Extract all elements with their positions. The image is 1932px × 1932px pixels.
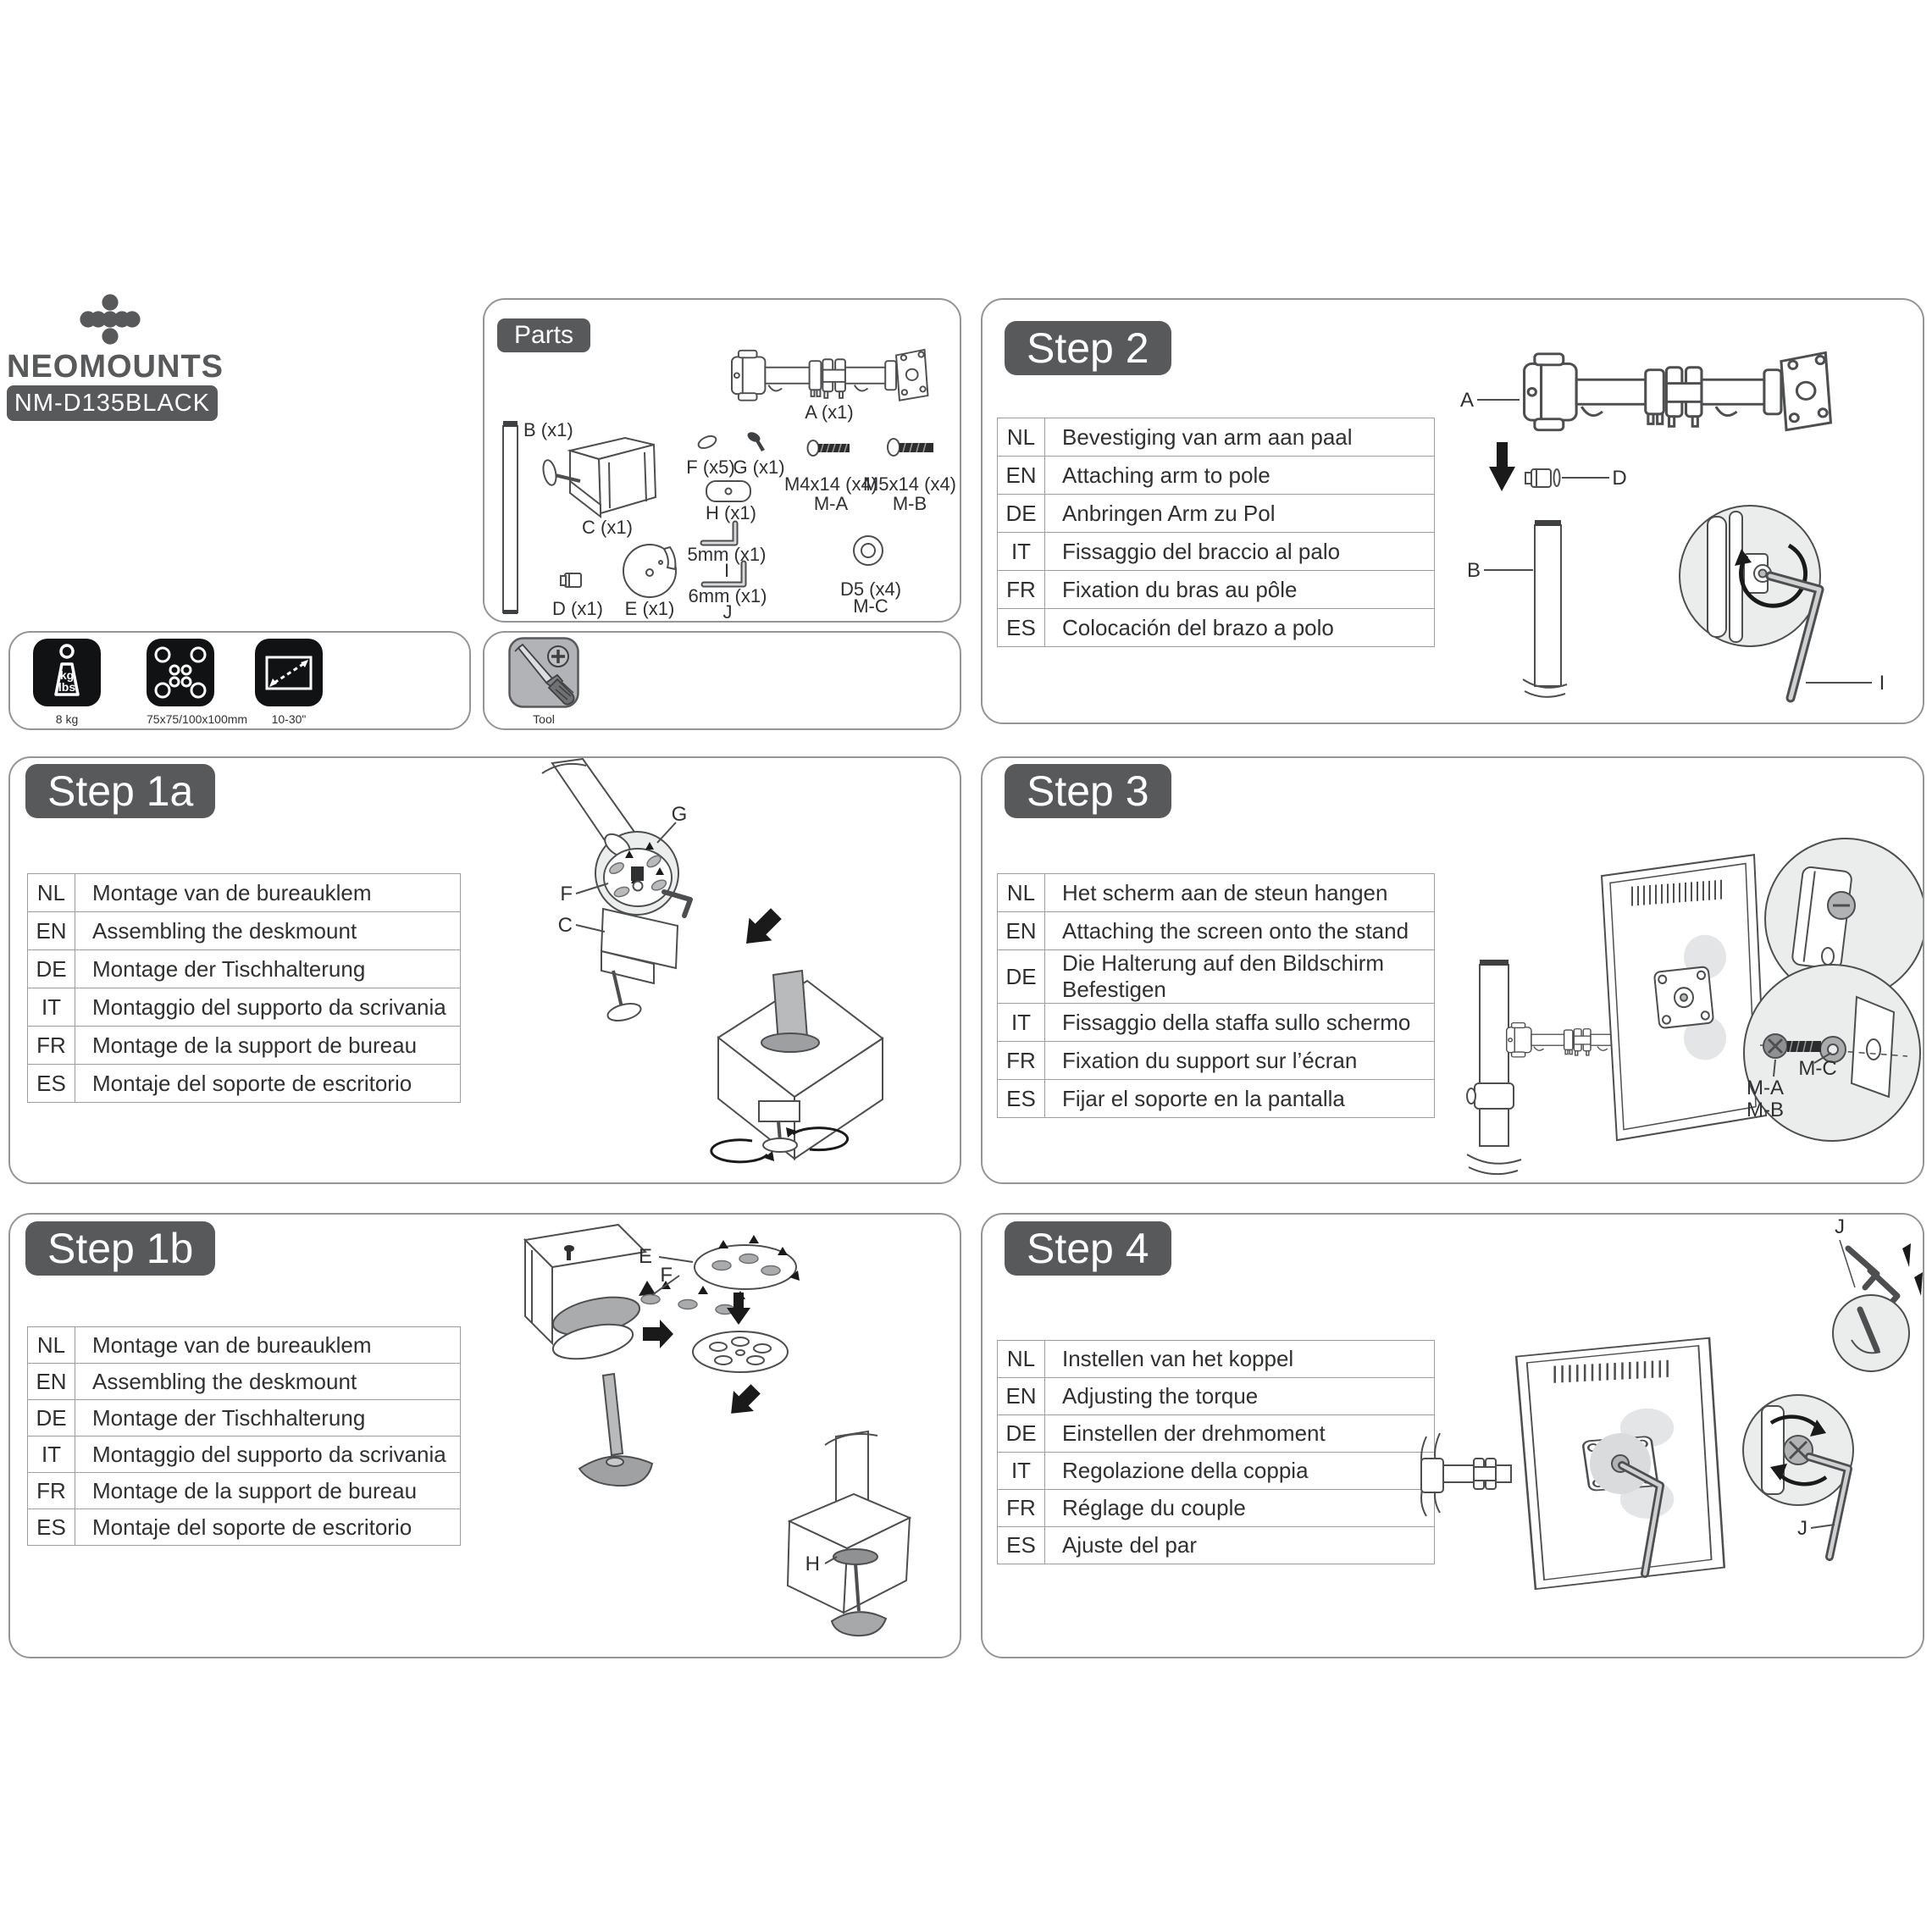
lang-text: Einstellen der drehmoment [1045, 1415, 1435, 1453]
lang-text: Fijar el soporte en la pantalla [1045, 1080, 1435, 1118]
part-label-ma: M-A [813, 493, 849, 514]
vesa-pattern-icon [147, 639, 214, 706]
lang-text: Fixation du bras au pôle [1045, 571, 1435, 609]
part-label-d: D (x1) [552, 598, 603, 619]
lang-code: EN [998, 457, 1045, 495]
lang-text: Montaggio del supporto da scrivania [75, 1437, 461, 1473]
clamp-drawing [525, 1225, 656, 1365]
model-badge: NM-D135BLACK [7, 385, 218, 421]
hex-key-icon [664, 892, 690, 916]
brand-name: NEOMOUNTS [7, 349, 224, 385]
down-arrow-icon [1489, 442, 1515, 491]
screen-size-label: 10-30" [271, 712, 307, 726]
lang-code: NL [28, 874, 75, 912]
lang-text: Montage der Tischhalterung [75, 950, 461, 988]
step1a-illustration [10, 758, 961, 1184]
lang-text: Montage van de bureauklem [75, 1327, 461, 1364]
lang-text: Montage de la support de bureau [75, 1473, 461, 1509]
weight-label: 8 kg [55, 712, 79, 726]
lang-code: NL [998, 1341, 1045, 1378]
lang-code: FR [28, 1027, 75, 1065]
screwdriver-icon [508, 637, 579, 708]
lang-text: Réglage du couple [1045, 1490, 1435, 1527]
right-arrow-icon [643, 1320, 673, 1348]
step3-panel [981, 756, 1924, 1184]
part-label-h: H (x1) [706, 502, 756, 523]
callout-label-i: I [1879, 672, 1885, 695]
screw-mb-drawing [888, 439, 933, 456]
step4-illustration [983, 1215, 1924, 1641]
part-c-drawing [541, 438, 656, 517]
grommet-plates-drawing [638, 1235, 800, 1372]
callout-label-j-side: J [1797, 1517, 1807, 1540]
hex-key-5mm-icon [703, 523, 735, 543]
lang-code: IT [28, 1437, 75, 1473]
callout-label-b: B [1466, 559, 1481, 582]
vesa-label: 75x75/100x100mm [147, 712, 248, 726]
part-label-f: F (x5) [686, 457, 735, 478]
callout-label-h: H [805, 1553, 820, 1575]
callout-label-j-top: J [1835, 1215, 1845, 1238]
lang-code: ES [28, 1509, 75, 1546]
lang-code: EN [28, 912, 75, 950]
lang-code: FR [998, 1490, 1045, 1527]
step2-title-badge: Step 2 [1005, 321, 1171, 375]
specs-panel [8, 631, 471, 730]
parts-title-badge: Parts [497, 318, 590, 352]
step1a-panel [8, 756, 961, 1184]
part-label-g: G (x1) [733, 457, 785, 478]
lang-text: Montaggio del supporto da scrivania [75, 988, 461, 1027]
step1b-panel [8, 1213, 961, 1658]
callout-label-e: E [638, 1245, 652, 1268]
lang-text: Assembling the deskmount [75, 1364, 461, 1400]
lang-code: IT [998, 533, 1045, 571]
lang-text: Montaje del soporte de escritorio [75, 1509, 461, 1546]
lang-text: Fixation du support sur l’écran [1045, 1042, 1435, 1080]
lang-code: IT [998, 1453, 1045, 1490]
lang-code: IT [998, 1004, 1045, 1042]
lang-text: Fissaggio del braccio al palo [1045, 533, 1435, 571]
lang-code: DE [28, 950, 75, 988]
lang-text: Ajuste del par [1045, 1527, 1435, 1564]
callout-label-f: F [660, 1264, 673, 1287]
callout-label-f: F [560, 883, 573, 905]
part-h-drawing [706, 481, 750, 501]
step1b-title-badge: Step 1b [25, 1221, 215, 1276]
part-label-c: C (x1) [582, 517, 633, 538]
parts-panel [483, 298, 961, 623]
lang-code: NL [28, 1327, 75, 1364]
step1b-illustration [10, 1215, 961, 1642]
tool-label: Tool [533, 712, 555, 726]
lang-text: Instellen van het koppel [1045, 1341, 1435, 1378]
lang-text: Fissaggio della staffa sullo schermo [1045, 1004, 1435, 1042]
lang-code: NL [998, 418, 1045, 457]
part-label-mb: M-B [892, 493, 927, 514]
part-label-j-size: 6mm (x1) [688, 585, 767, 606]
part-g-drawing [746, 430, 765, 451]
part-e-drawing [623, 545, 676, 597]
lang-code: ES [998, 1527, 1045, 1564]
lang-code: DE [998, 950, 1045, 1004]
lang-code: NL [998, 874, 1045, 912]
part-label-i-size: 5mm (x1) [687, 544, 767, 565]
lang-text: Montage der Tischhalterung [75, 1400, 461, 1437]
lang-code: FR [998, 1042, 1045, 1080]
screen-size-icon [255, 639, 323, 706]
neomounts-logo-icon [79, 293, 141, 346]
lang-code: ES [998, 1080, 1045, 1118]
lang-code: ES [28, 1065, 75, 1103]
lang-text: Montaje del soporte de escritorio [75, 1065, 461, 1103]
lang-code: DE [998, 1415, 1045, 1453]
step4-panel [981, 1213, 1924, 1658]
lang-code: FR [998, 571, 1045, 609]
callout-label-mb: M-B [1747, 1099, 1784, 1121]
bolt-drawing [603, 1374, 623, 1455]
lang-code: DE [998, 495, 1045, 533]
lang-code: EN [998, 1378, 1045, 1415]
direction-arrow-icon [735, 902, 788, 955]
screw-ma-drawing [808, 440, 850, 456]
tool-panel [483, 631, 961, 730]
lang-code: FR [28, 1473, 75, 1509]
lang-code: EN [28, 1364, 75, 1400]
callout-label-mc: M-C [1798, 1057, 1837, 1080]
part-label-a: A (x1) [805, 401, 854, 423]
step3-title-badge: Step 3 [1005, 764, 1171, 818]
callout-label-g: G [671, 803, 688, 826]
part-d-drawing [1525, 469, 1560, 487]
callout-label-c: C [557, 914, 573, 937]
lang-text: Regolazione della coppia [1045, 1453, 1435, 1490]
lang-text: Assembling the deskmount [75, 912, 461, 950]
part-label-mc-size: D5 (x4) [839, 578, 902, 600]
monitor-drawing [1602, 855, 1766, 1140]
part-label-j: J [722, 601, 733, 623]
pole-drawing [1480, 965, 1509, 1146]
lang-text: Montage de la support de bureau [75, 1027, 461, 1065]
part-f-drawing [697, 434, 718, 451]
lang-text: Montage van de bureauklem [75, 874, 461, 912]
lang-text: Attaching arm to pole [1045, 457, 1435, 495]
step2-panel [981, 298, 1924, 724]
weight-icon [33, 639, 101, 706]
lang-text: Adjusting the torque [1045, 1378, 1435, 1415]
lang-text: Anbringen Arm zu Pol [1045, 495, 1435, 533]
direction-arrow-icon [721, 1379, 766, 1424]
weight-lbs-text: lbs [58, 680, 76, 694]
lang-text: Colocación del brazo a polo [1045, 609, 1435, 647]
part-label-mc: M-C [853, 595, 888, 617]
washer-d5-drawing [854, 536, 883, 565]
desk-drawing [788, 1431, 910, 1636]
callout-label-a: A [1459, 389, 1475, 412]
parts-illustration [484, 300, 961, 623]
callout-label-ma: M-A [1747, 1077, 1784, 1099]
part-d-drawing [561, 573, 581, 587]
part-label-i: I [723, 560, 730, 581]
step1a-title-badge: Step 1a [25, 764, 215, 818]
lang-text: Attaching the screen onto the stand [1045, 912, 1435, 950]
lang-text: Die Halterung auf den Bildschirm Befestigen [1045, 950, 1435, 1004]
lang-code: DE [28, 1400, 75, 1437]
lang-text: Het scherm aan de steun hangen [1045, 874, 1435, 912]
part-label-e: E (x1) [624, 598, 675, 619]
lang-text: Bevestiging van arm aan paal [1045, 418, 1435, 457]
step3-illustration [983, 758, 1924, 1184]
part-label-ma-size: M4x14 (x4) [783, 473, 878, 495]
callout-label-d: D [1612, 467, 1627, 490]
lang-code: EN [998, 912, 1045, 950]
weight-kg-text: kg [59, 668, 75, 682]
step4-title-badge: Step 4 [1005, 1221, 1171, 1276]
part-label-b: B (x1) [523, 419, 573, 440]
part-label-mb-size: M5x14 (x4) [862, 473, 957, 495]
pole-drawing [1535, 525, 1561, 686]
lang-code: IT [28, 988, 75, 1027]
step2-illustration [983, 300, 1924, 724]
lang-code: ES [998, 609, 1045, 647]
